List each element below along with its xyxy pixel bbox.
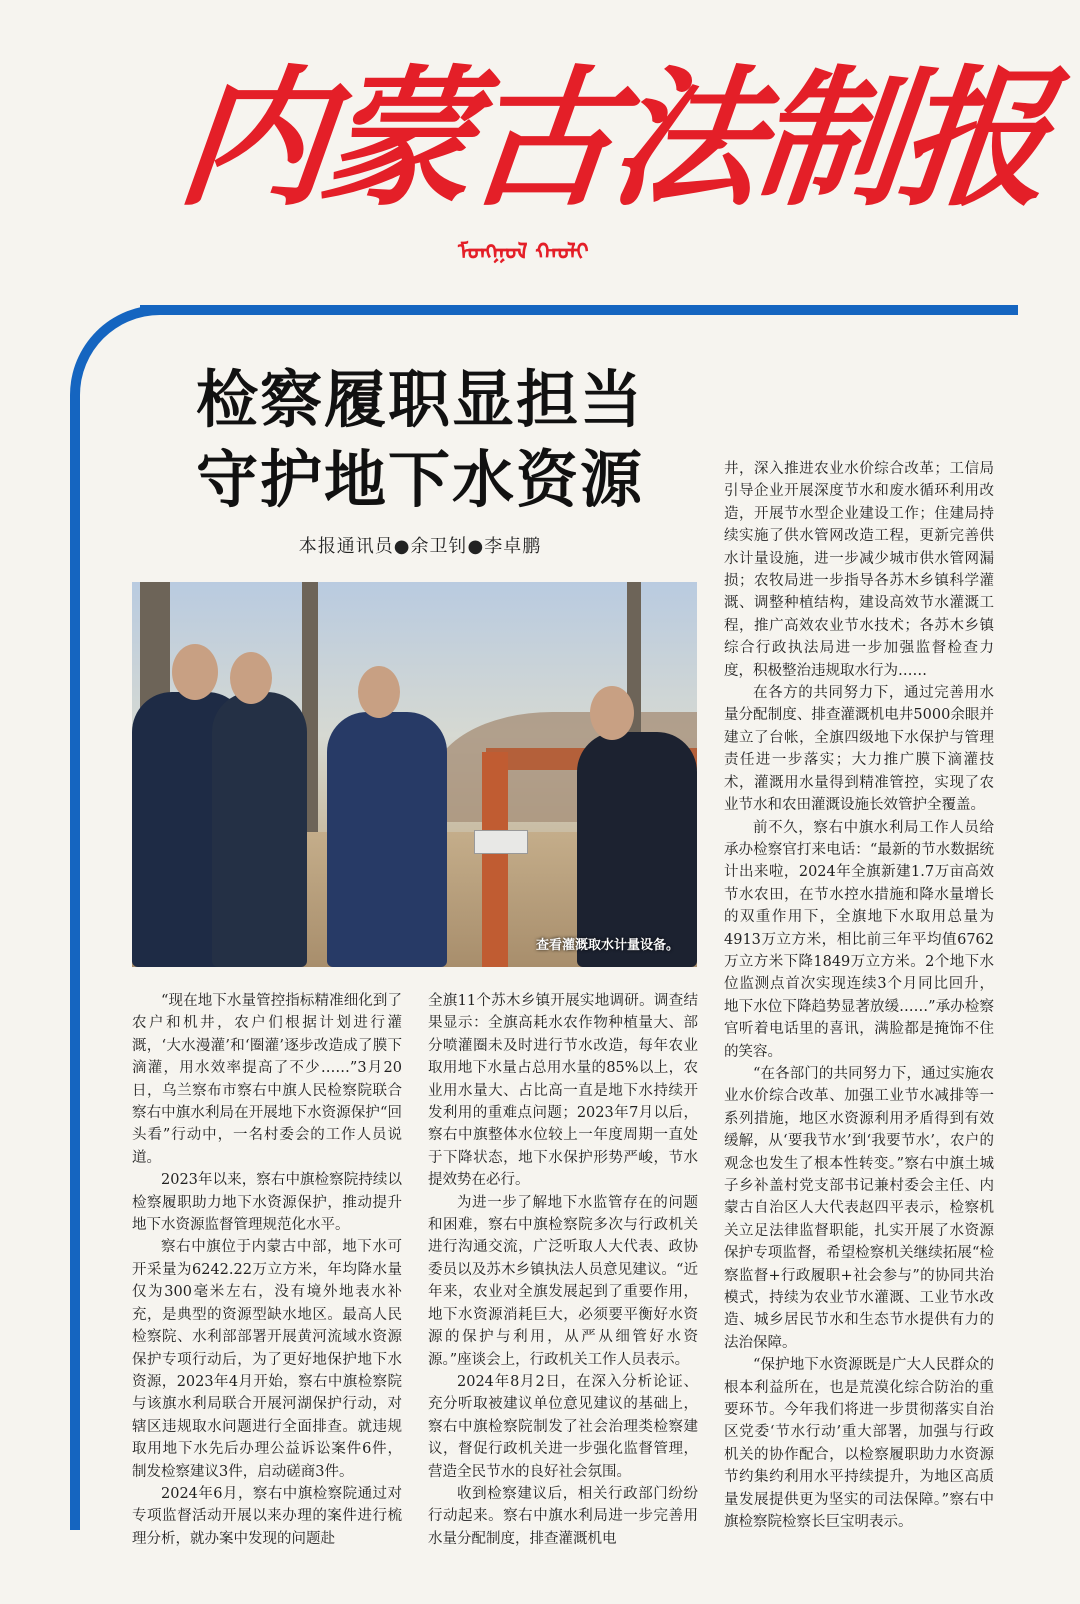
blue-frame-top <box>140 305 1018 315</box>
headline-line-1: 检察履职显担当 <box>195 363 644 436</box>
byline: 本报通讯员●余卫钊●李卓鹏 <box>298 536 542 557</box>
photo-person-head <box>590 686 634 740</box>
masthead <box>0 40 1080 280</box>
photo-person-head <box>230 652 272 704</box>
newspaper-logo: 内蒙古法制报 <box>170 51 1054 227</box>
paragraph: 井，深入推进农业水价综合改革；工信局引导企业开展深度节水和废水循环利用改造，开展节水型企业建设工作；住建局持续实施了供水管网改造工程，更新完善供水计量设施，进一步减少城市供水管网漏损；农牧局进一步指导各苏木乡镇科学灌溉、调整种植结构，建设高效节水灌溉工程，推广高效农业节水技术；各苏木乡镇综合行政执法局进一步加强监督检查力度，积极整治违规取水行为…… <box>724 461 994 679</box>
photo-person <box>327 712 447 967</box>
article-photo <box>132 582 697 967</box>
paragraph: “在各部门的共同努力下，通过实施农业水价综合改革、加强工业节水减排等一系列措施，地区水资源利用矛盾得到有效缓解，从‘要我节水’到‘我要节水’，农户的观念也发生了根本性转变。”察右中旗土城子乡补盖村党支部书记兼村委会主任、内蒙古自治区人大代表赵四平表示，检察机关立足法律监督职能，扎实开展了水资源保护专项监督，希望检察机关继续拓展“检察监督+行政履职+社会参与”的协同共治模式，持续为农业节水灌溉、工业节水改造、城乡居民节水和生态节水提供有力的法治保障。 <box>724 1065 994 1351</box>
paragraph: 为进一步了解地下水监管存在的问题和困难，察右中旗检察院多次与行政机关进行沟通交流，广泛听取人大代表、政协委员以及苏木乡镇执法人员意见建议。“近年来，农业对全旗发展起到了重要作用，地下水资源消耗巨大，必须要平衡好水资源的保护与利用，从严从细管好水资源。”座谈会上，行政机关工作人员表示。 <box>428 1194 698 1368</box>
photo-person <box>577 732 697 967</box>
paragraph: 全旗11个苏木乡镇开展实地调研。调查结果显示：全旗高耗水农作物种植量大、部分喷灌圈未及时进行节水改造，每年农业取用地下水量占总用水量的85%以上，农业用水量大、占比高一直是地下水持续开发利用的重难点问题；2023年7月以后，察右中旗整体水位较上一年度周期一直处于下降状态，地下水保护形势严峻，节水提效势在必行。 <box>428 993 698 1189</box>
photo-pipe <box>482 752 508 967</box>
headline-line-2: 守护地下水资源 <box>195 443 644 516</box>
paragraph: 2024年8月2日，在深入分析论证、充分听取被建议单位意见建议的基础上，察右中旗检察院制发了社会治理类检察建议，督促行政机关进一步强化监督管理，营造全民节水的良好社会氛围。 <box>428 1373 698 1480</box>
article-column-2 <box>428 990 698 1550</box>
blue-frame-left <box>70 440 80 1530</box>
paragraph: “现在地下水量管控指标精准细化到了农户和机井，农户们根据计划进行灌溉，‘大水漫灌’和‘圈灌’逐步改造成了膜下滴灌，用水效率提高了不少……”3月20日，乌兰察布市察右中旗人民检察院联合察右中旗水利局在开展地下水资源保护“回头看”行动中，一名村委会的工作人员说道。 <box>132 993 402 1166</box>
article-column-3 <box>724 458 994 1534</box>
paragraph: 前不久，察右中旗水利局工作人员给承办检察官打来电话：“最新的节水数据统计出来啦，2024年全旗新建1.7万亩高效节水农田，在节水控水措施和降水量增长的双重作用下，全旗地下水取用总量为4913万立方米，相比前三年平均值6762万立方米下降1849万立方米。2个地下水位监测点首次实现连续3个月同比回升，地下水位下降趋势显著放缓……”承办检察官听着电话里的喜讯，满脸都是掩饰不住的笑容。 <box>724 819 994 1060</box>
photo-person-head <box>172 644 218 700</box>
paragraph: 收到检察建议后，相关行政部门纷纷行动起来。察右中旗水利局进一步完善用水量分配制度，排查灌溉机电 <box>428 1485 698 1547</box>
photo-caption: 查看灌溉取水计量设备。 <box>535 938 679 953</box>
paragraph: 2024年6月，察右中旗检察院通过对专项监督活动开展以来办理的案件进行梳理分析，就办案中发现的问题赴 <box>132 1485 402 1547</box>
paragraph: 在各方的共同努力下，通过完善用水量分配制度、排查灌溉机电井5000余眼并建立了台帐，全旗四级地下水保护与管理责任进一步落实；大力推广膜下滴灌技术，灌溉用水量得到精准管控，实现了农业节水和农田灌溉设施长效管护全覆盖。 <box>724 685 994 814</box>
photo-water-meter <box>474 830 528 854</box>
article-headline <box>130 360 710 520</box>
paragraph: 察右中旗位于内蒙古中部，地下水可开采量为6242.22万立方米，年均降水量仅为300毫米左右，没有境外地表水补充，是典型的资源型缺水地区。最高人民检察院、水利部部署开展黄河流域水资源保护专项行动后，为了更好地保护地下水资源，2023年4月开始，察右中旗检察院与该旗水利局联合开展河湖保护行动，对辖区违规取水问题进行全面排查。就违规取用地下水先后办理公益诉讼案件6件，制发检察建议3件，启动磋商3件。 <box>132 1239 402 1480</box>
photo-person-head <box>358 666 400 718</box>
paragraph: “保护地下水资源既是广大人民群众的根本利益所在，也是荒漠化综合防治的重要环节。今年我们将进一步贯彻落实自治区党委‘节水行动’重大部署，加强与行政机关的协作配合，以检察履职助力水资源节约集约利用水平持续提升，为地区高质量发展提供更为坚实的司法保障。”察右中旗检察院检察长巨宝明表示。 <box>724 1357 994 1531</box>
mongolian-script-title: ᠮᠣᠩᠭᠣᠯ ᠬᠠᠤᠯᠢ <box>458 240 589 265</box>
paragraph: 2023年以来，察右中旗检察院持续以检察履职助力地下水资源保护，推动提升地下水资源监督管理规范化水平。 <box>132 1172 402 1234</box>
article-column-1 <box>132 990 402 1550</box>
photo-person <box>212 692 307 967</box>
